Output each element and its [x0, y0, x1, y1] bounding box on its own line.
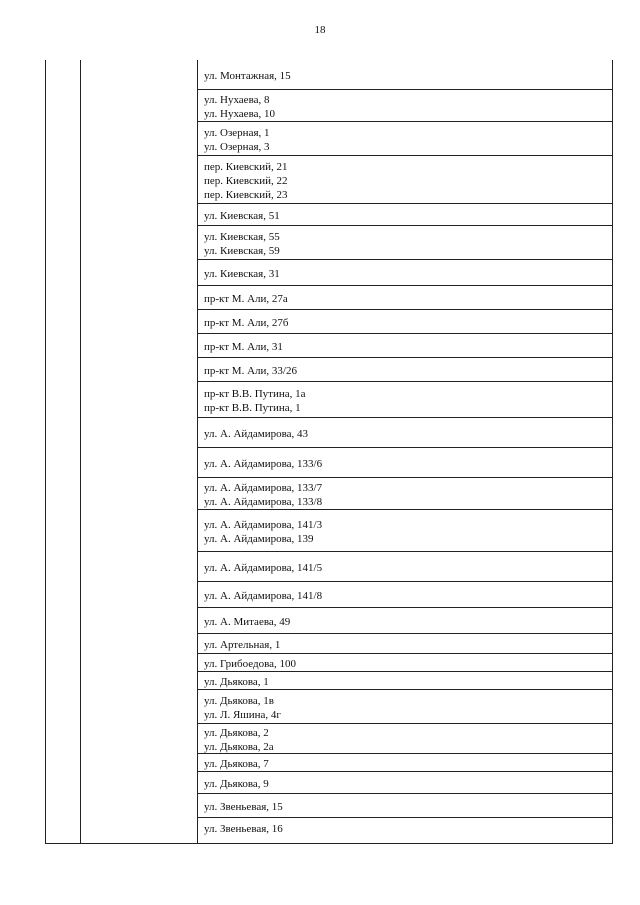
table-column-divider-1: [80, 60, 81, 844]
address-row: [197, 60, 613, 90]
address-row: [197, 448, 613, 478]
address-line: ул. А. Айдамирова, 133/7: [204, 481, 323, 494]
table-bottom-border: [45, 843, 613, 844]
address-row: [197, 654, 613, 672]
address-line: ул. Киевская, 55: [204, 230, 280, 243]
address-line: пер. Киевский, 22: [204, 174, 288, 187]
address-line: ул. Звеньевая, 15: [204, 800, 283, 813]
address-line: ул. А. Митаева, 49: [204, 615, 291, 628]
address-line: пр-кт М. Али, 27а: [204, 292, 288, 305]
address-line: пр-кт М. Али, 27б: [204, 316, 289, 329]
address-row: [197, 608, 613, 634]
address-row: [197, 156, 613, 204]
address-row: [197, 510, 613, 552]
address-line: ул. Артельная, 1: [204, 638, 281, 651]
address-line: ул. Киевская, 59: [204, 244, 280, 257]
address-line: пр-кт М. Али, 33/26: [204, 364, 297, 377]
address-column: [197, 60, 613, 838]
address-line: ул. Дьякова, 2а: [204, 740, 274, 753]
address-row: [197, 772, 613, 794]
address-line: ул. Дьякова, 2: [204, 726, 269, 739]
address-line: ул. Дьякова, 7: [204, 757, 269, 770]
address-line: ул. Дьякова, 1: [204, 675, 269, 688]
address-line: ул. А. Айдамирова, 141/3: [204, 518, 323, 531]
address-row: [197, 724, 613, 754]
address-line: пр-кт В.В. Путина, 1а: [204, 387, 306, 400]
address-row: [197, 358, 613, 382]
address-row: [197, 260, 613, 286]
address-line: ул. Дьякова, 1в: [204, 694, 274, 707]
address-line: пер. Киевский, 23: [204, 188, 288, 201]
address-line: пр-кт В.В. Путина, 1: [204, 401, 301, 414]
address-row: [197, 286, 613, 310]
address-line: ул. Озерная, 1: [204, 126, 270, 139]
address-line: ул. Грибоедова, 100: [204, 657, 297, 670]
address-line: ул. Монтажная, 15: [204, 69, 291, 82]
address-row: [197, 226, 613, 260]
address-line: ул. А. Айдамирова, 133/6: [204, 457, 323, 470]
address-row: [197, 552, 613, 582]
address-row: [197, 204, 613, 226]
address-line: ул. Звеньевая, 16: [204, 823, 283, 835]
table-border-left: [45, 60, 46, 844]
address-row: [197, 310, 613, 334]
address-line: ул. Дьякова, 9: [204, 777, 269, 790]
address-line: ул. Нухаева, 10: [204, 107, 276, 120]
address-row: [197, 90, 613, 122]
address-row: [197, 382, 613, 418]
address-row: [197, 794, 613, 818]
address-line: ул. Киевская, 31: [204, 267, 280, 280]
address-row: [197, 754, 613, 772]
address-line: ул. Нухаева, 8: [204, 93, 270, 106]
page-number: 18: [314, 24, 326, 36]
address-row: [197, 818, 613, 838]
address-line: пр-кт М. Али, 31: [204, 340, 283, 353]
address-row: [197, 478, 613, 510]
address-line: ул. А. Айдамирова, 141/5: [204, 561, 323, 574]
address-row: [197, 122, 613, 156]
address-line: ул. Киевская, 51: [204, 209, 280, 222]
address-row: [197, 634, 613, 654]
address-row: [197, 334, 613, 358]
address-row: [197, 690, 613, 724]
address-line: ул. А. Айдамирова, 139: [204, 532, 314, 545]
address-row: [197, 418, 613, 448]
address-line: ул. А. Айдамирова, 43: [204, 427, 309, 440]
address-row: [197, 582, 613, 608]
address-line: ул. А. Айдамирова, 141/8: [204, 589, 323, 602]
address-line: пер. Киевский, 21: [204, 160, 288, 173]
address-line: ул. Л. Яшина, 4г: [204, 708, 281, 721]
address-line: ул. Озерная, 3: [204, 140, 270, 153]
address-line: ул. А. Айдамирова, 133/8: [204, 495, 323, 508]
address-row: [197, 672, 613, 690]
